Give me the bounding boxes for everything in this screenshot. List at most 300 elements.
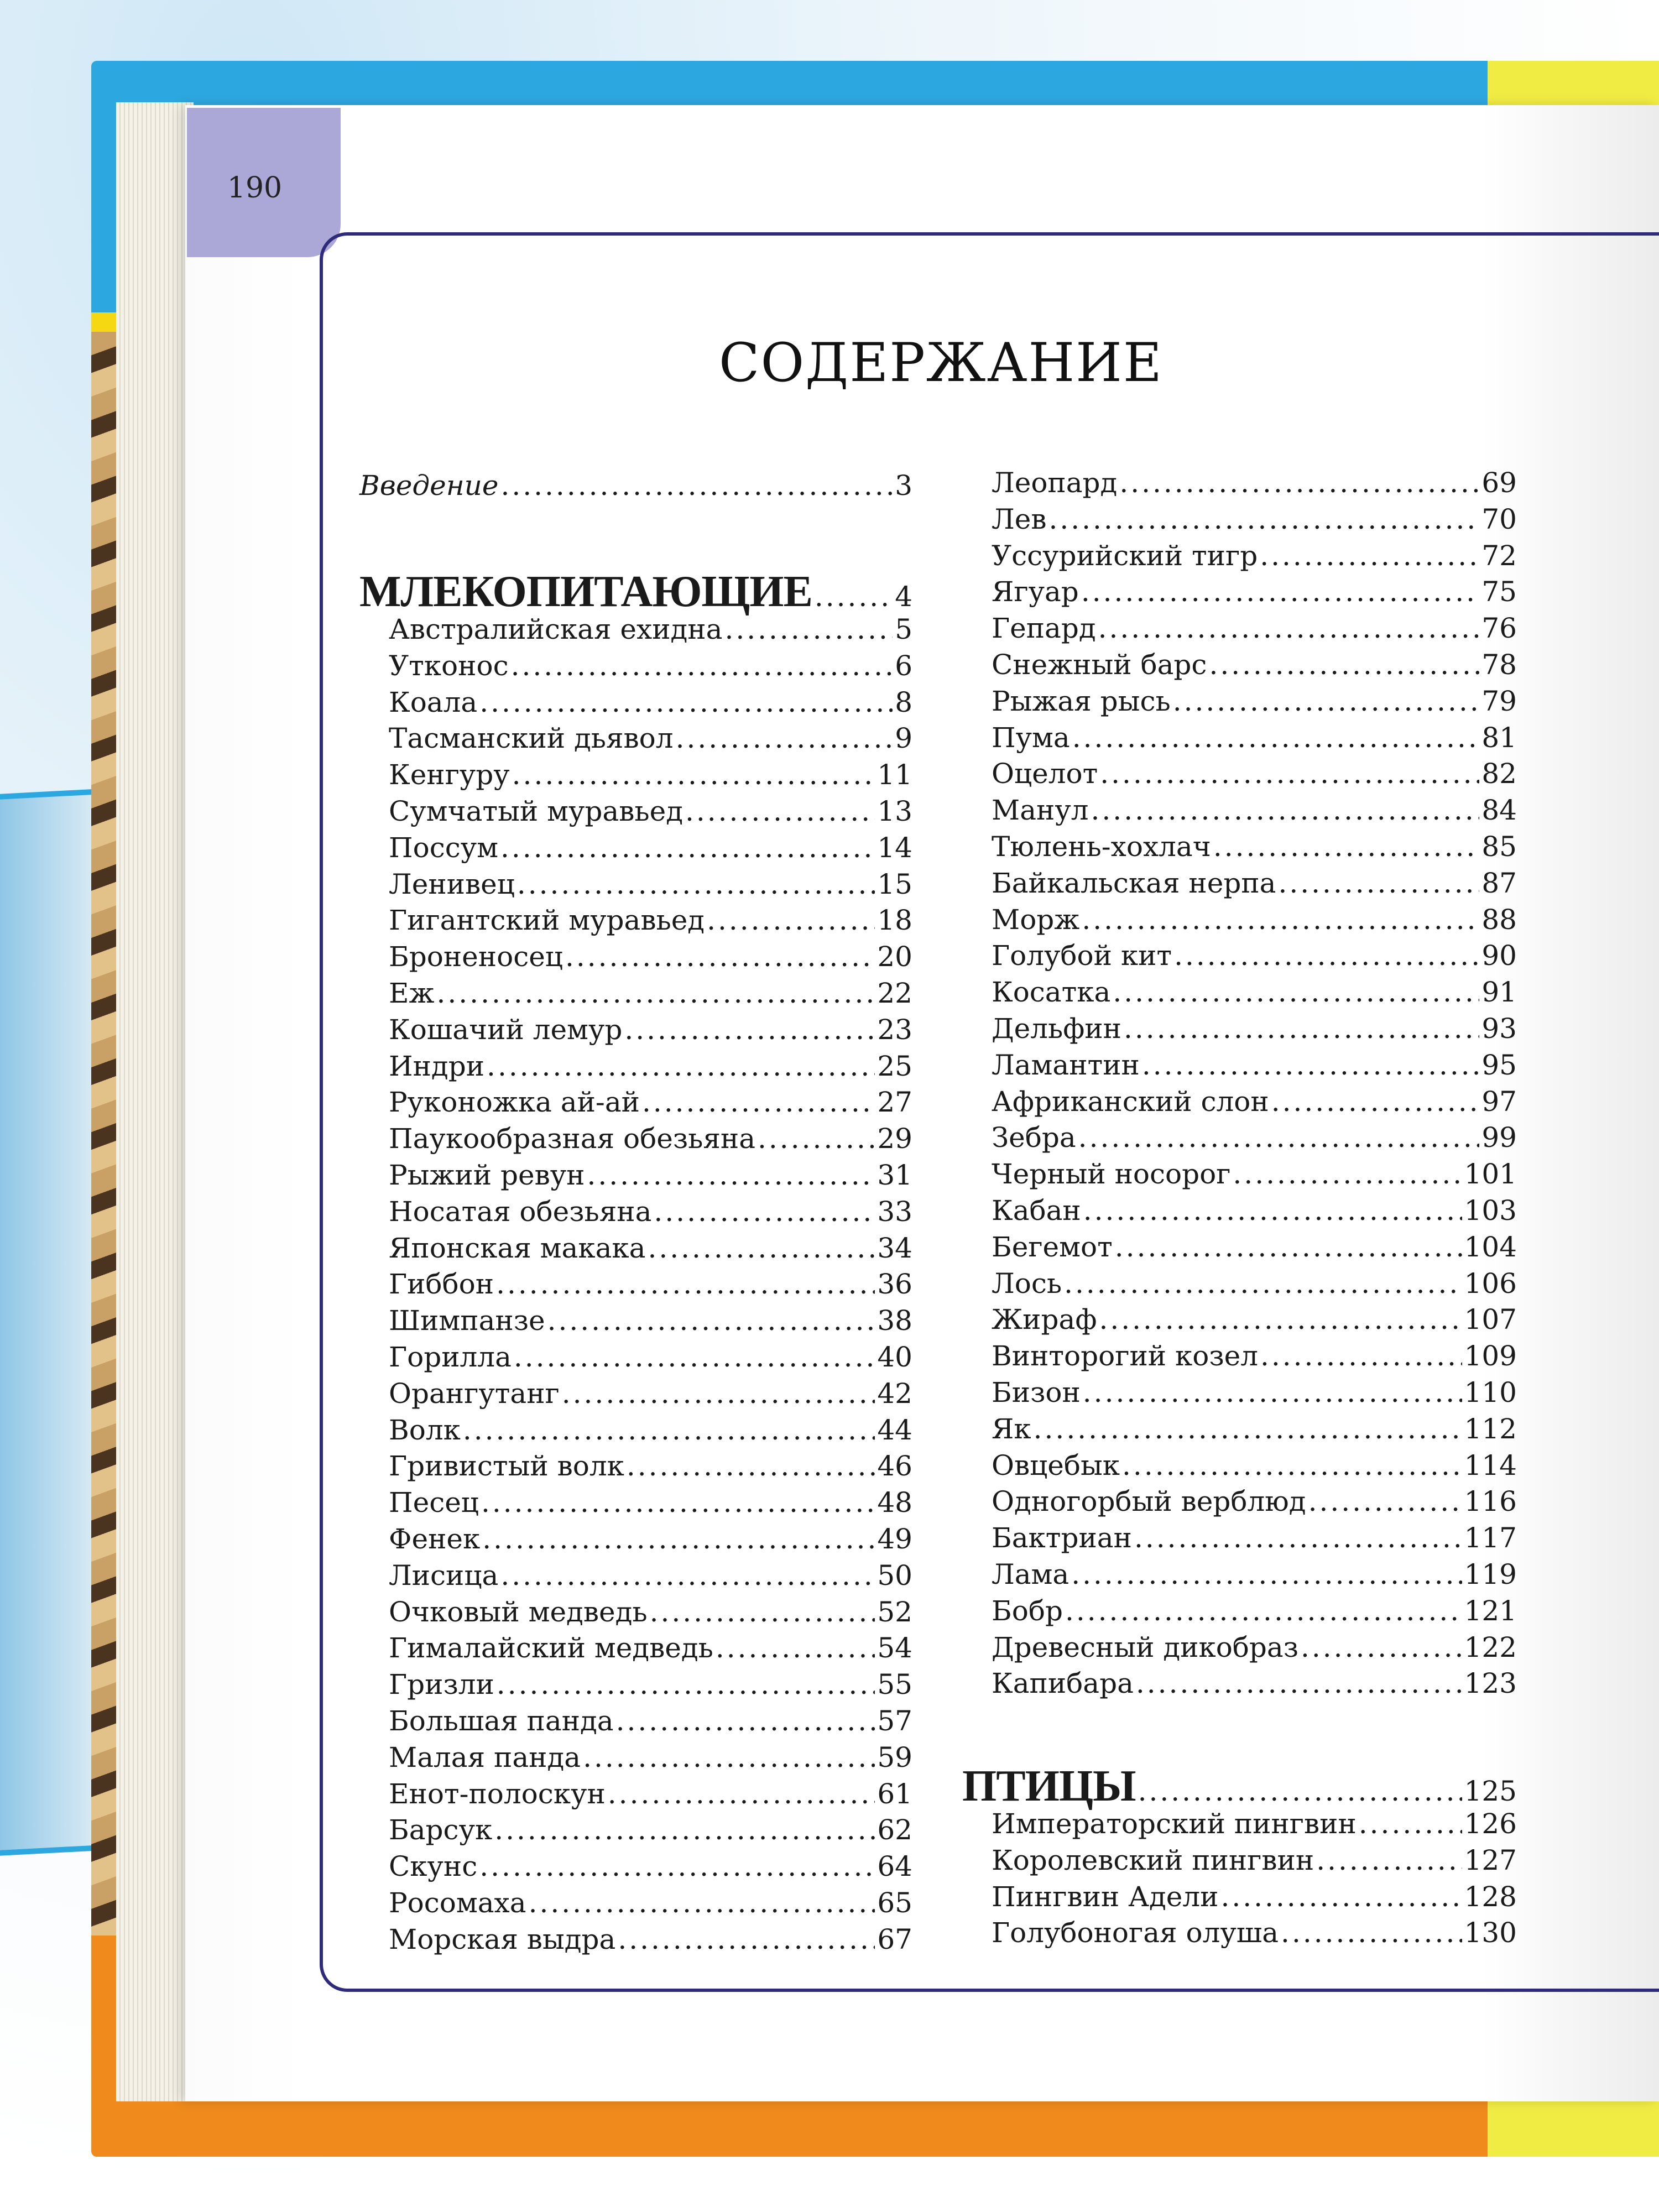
entry-title: Гималайский медведь [389,1632,713,1665]
leader-dots [1048,501,1479,538]
toc-entry [389,1594,912,1630]
toc-entry [992,1047,1517,1083]
entry-page-number: 130 [1464,1917,1517,1949]
entry-page-number: 48 [877,1486,912,1519]
leader-dots [1099,1301,1462,1338]
leader-dots [511,648,893,684]
leader-dots [642,1084,875,1120]
toc-entry [389,830,912,866]
entry-page-number: 3 [895,469,912,502]
entry-title: Енот-полоскун [389,1777,606,1810]
leader-dots [500,1557,875,1594]
toc-entry [389,793,912,830]
leader-dots [685,793,875,830]
entry-title: Гиббон [389,1268,494,1301]
toc-entry [992,1806,1517,1842]
leader-dots [562,1375,875,1412]
toc-entry [389,975,912,1011]
leader-dots [618,1921,875,1958]
toc-entry [389,1266,912,1302]
entry-title: Бобр [992,1594,1063,1627]
entry-title: Африканский слон [992,1085,1269,1118]
toc-entry [992,974,1517,1010]
entry-title: Гривистый волк [389,1450,624,1483]
toc-entry [992,1447,1517,1484]
toc-entry [992,1914,1517,1951]
entry-title: Руконожка ай-ай [389,1086,640,1119]
entry-title: Пингвин Адели [992,1880,1219,1913]
toc-entry [389,1739,912,1776]
entry-title: Королевский пингвин [992,1844,1314,1876]
entry-title: Лось [992,1267,1062,1300]
leader-dots [514,1339,875,1375]
entry-title: Кенгуру [389,759,510,791]
entry-page-number: 97 [1481,1085,1517,1118]
toc-entry [992,937,1517,974]
leader-dots [1359,1806,1462,1842]
entry-title: Императорский пингвин [992,1808,1357,1840]
entry-title: Снежный барс [992,649,1207,681]
toc-entry [992,465,1517,501]
leader-dots [463,1412,875,1448]
entry-page-number: 42 [877,1377,912,1410]
entry-title: Носатая обезьяна [389,1195,652,1228]
entry-title: Сумчатый муравьед [389,795,683,827]
entry-title: Австралийская ехидна [389,613,723,645]
entry-page-number: 91 [1481,976,1517,1009]
leader-dots [650,1594,875,1630]
leader-dots [479,684,893,721]
leader-dots [1083,1192,1462,1229]
entry-page-number: 78 [1481,649,1517,681]
leader-dots [616,1703,875,1739]
entry-page-number: 84 [1481,794,1517,827]
entry-title: Скунс [389,1850,478,1883]
toc-entry [389,866,912,902]
entry-page-number: 5 [895,613,912,645]
entry-title: Рыжая рысь [992,685,1171,717]
toc-entry [389,1776,912,1812]
leader-dots [716,1630,875,1666]
entry-title: Волк [389,1413,461,1446]
entry-page-number: 109 [1464,1340,1517,1373]
toc-entry [992,1229,1517,1265]
entry-page-number: 112 [1464,1412,1517,1445]
entry-page-number: 127 [1464,1844,1517,1876]
leader-dots [1082,901,1479,938]
entry-page-number: 46 [877,1450,912,1483]
leader-dots [1072,719,1480,756]
entry-page-number: 40 [877,1341,912,1373]
entry-page-number: 4 [895,581,912,613]
entry-title: Манул [992,794,1089,827]
entry-title: Фенек [389,1523,481,1555]
entry-page-number: 22 [877,977,912,1009]
entry-title: Морская выдра [389,1923,616,1955]
leader-dots [1136,1665,1462,1702]
toc-entry [992,1156,1517,1192]
toc-entry [389,1885,912,1921]
entry-title: Броненосец [389,941,563,973]
entry-page-number: 88 [1481,903,1517,936]
entry-page-number: 95 [1481,1048,1517,1081]
entry-page-number: 6 [895,649,912,682]
toc-entry [389,1703,912,1739]
leader-dots [1233,1156,1462,1192]
entry-page-number: 106 [1464,1267,1517,1300]
toc-entry [992,1520,1517,1556]
leader-dots [487,1048,875,1084]
entry-title: Голубоногая олуша [992,1917,1279,1949]
entry-page-number: 110 [1464,1376,1517,1408]
toc-entry [389,1302,912,1339]
entry-page-number: 128 [1464,1880,1517,1913]
leader-dots [497,1666,875,1703]
toc-entry [992,1192,1517,1229]
entry-title: Введение [359,469,499,502]
entry-title: Рыжий ревун [389,1159,585,1191]
leader-dots [1271,1083,1480,1120]
entry-page-number: 65 [877,1887,912,1919]
entry-title: Барсук [389,1814,493,1846]
entry-page-number: 9 [895,722,912,755]
toc-entry [992,1629,1517,1666]
leader-dots [587,1157,875,1193]
leader-dots [496,1266,875,1302]
leader-dots [512,757,875,793]
leader-dots [517,866,875,902]
entry-title: Очковый медведь [389,1595,648,1628]
leader-dots [1213,828,1480,865]
leader-dots [500,830,875,866]
toc-entry [389,648,912,684]
leader-dots [583,1739,875,1776]
entry-page-number: 69 [1481,467,1517,499]
entry-page-number: 119 [1464,1558,1517,1590]
leader-dots [724,611,893,648]
toc-entry [389,1339,912,1375]
entry-title: Еж [389,977,435,1009]
entry-page-number: 122 [1464,1631,1517,1663]
entry-title: Морж [992,903,1080,936]
entry-page-number: 11 [877,759,912,791]
entry-title: Гризли [389,1668,494,1701]
entry-page-number: 44 [877,1413,912,1446]
toc-entry [389,1120,912,1157]
entry-page-number: 82 [1481,758,1517,790]
entry-page-number: 25 [877,1050,912,1082]
entry-title: Уссурийский тигр [992,539,1258,572]
leader-dots [1115,1229,1462,1265]
entry-title: Лев [992,503,1047,535]
entry-title: Голубой кит [992,940,1172,972]
entry-title: Утконос [389,649,509,682]
entry-title: Капибара [992,1667,1134,1700]
entry-title: Як [992,1412,1031,1445]
toc-entry [992,683,1517,719]
entry-page-number: 79 [1481,685,1517,717]
entry-title: Коала [389,686,478,718]
toc-entry [992,1593,1517,1629]
entry-title: Большая панда [389,1705,614,1737]
toc-entry [992,828,1517,865]
leader-dots [1081,573,1480,610]
toc-entry [992,1556,1517,1593]
leader-dots [676,720,893,757]
entry-page-number: 103 [1464,1194,1517,1227]
leader-dots [1220,1879,1462,1915]
entry-title: Японская макака [389,1232,646,1264]
toc-entry [389,1484,912,1521]
entry-title: Кабан [992,1194,1081,1227]
toc-entry [359,467,912,504]
entry-title: Гепард [992,612,1096,645]
toc-entry [992,1083,1517,1120]
leader-dots [1301,1629,1462,1666]
leader-dots [1260,538,1479,574]
toc-entry [992,1665,1517,1702]
toc-entry [992,538,1517,574]
entry-page-number: 14 [877,831,912,864]
entry-page-number: 23 [877,1013,912,1046]
leader-dots [758,1120,875,1157]
leader-dots [1308,1483,1462,1520]
leader-dots [1316,1842,1462,1879]
leader-dots [608,1776,875,1812]
entry-page-number: 38 [877,1305,912,1337]
page-number: 190 [227,171,283,205]
toc-entry [389,1921,912,1958]
leader-dots [1071,1556,1462,1593]
entry-page-number: 36 [877,1268,912,1301]
entry-title: Ленивец [389,868,515,900]
entry-page-number: 121 [1464,1594,1517,1627]
toc-entry [992,1483,1517,1520]
toc-entry [389,1521,912,1557]
entry-title: Лисица [389,1559,499,1592]
entry-page-number: 15 [877,868,912,900]
entry-title: Орангутанг [389,1377,560,1410]
entry-title: Гигантский муравьед [389,904,705,937]
leader-dots [1119,465,1479,501]
entry-page-number: 93 [1481,1013,1517,1045]
entry-page-number: 114 [1464,1449,1517,1481]
toc-entry [992,755,1517,792]
entry-title: Леопард [992,467,1118,499]
entry-page-number: 99 [1481,1121,1517,1154]
toc-entry [992,1411,1517,1447]
leader-dots [1091,792,1480,828]
entry-page-number: 57 [877,1705,912,1737]
toc-entry [992,719,1517,756]
entry-page-number: 90 [1481,940,1517,972]
entry-page-number: 20 [877,941,912,973]
entry-title: Пума [992,721,1070,754]
page-title: СОДЕРЖАНИЕ [719,332,1163,394]
entry-page-number: 72 [1481,539,1517,572]
entry-title: Бегемот [992,1230,1113,1263]
entry-page-number: 123 [1464,1667,1517,1700]
entry-page-number: 18 [877,904,912,937]
leader-dots [1209,646,1479,683]
toc-entry [389,757,912,793]
entry-page-number: 70 [1481,503,1517,535]
entry-page-number: 33 [877,1195,912,1228]
leader-dots [1134,1520,1462,1556]
leader-dots [1281,1914,1462,1951]
toc-entry [389,1230,912,1266]
entry-title: Паукообразная обезьяна [389,1123,756,1155]
entry-title: Винторогий козел [992,1340,1258,1373]
toc-entry [389,720,912,757]
leader-dots [437,975,875,1011]
leader-dots [529,1885,875,1921]
entry-page-number: 34 [877,1232,912,1264]
toc-entry [992,1338,1517,1374]
entry-page-number: 85 [1481,831,1517,863]
leader-dots [1113,974,1479,1010]
entry-page-number: 126 [1464,1808,1517,1840]
leader-dots [1064,1265,1462,1302]
toc-entry [992,1879,1517,1915]
toc-entry [389,1848,912,1885]
entry-title: Косатка [992,976,1111,1009]
toc-entry [992,610,1517,646]
leader-dots [1122,1447,1462,1484]
leader-dots [500,467,893,504]
leader-dots [627,1448,875,1484]
leader-dots [1083,1374,1462,1411]
entry-title: Бактриан [992,1522,1132,1554]
entry-page-number: 13 [877,795,912,827]
entry-page-number: 81 [1481,721,1517,754]
toc-entry [389,1084,912,1120]
entry-page-number: 62 [877,1814,912,1846]
entry-title: МЛЕКОПИТАЮЩИЕ [359,567,812,616]
entry-page-number: 64 [877,1850,912,1883]
toc-entry [389,1666,912,1703]
leader-dots [1173,683,1480,719]
leader-dots [479,1848,875,1885]
leader-dots [707,902,875,938]
entry-page-number: 125 [1464,1775,1517,1807]
toc-entry [389,902,912,938]
entry-page-number: 61 [877,1777,912,1810]
leader-dots [1260,1338,1462,1374]
page-edges [116,102,194,2101]
entry-title: Зебра [992,1121,1076,1154]
leader-dots [1174,937,1479,974]
entry-title: Тюлень-хохлач [992,831,1211,863]
entry-title: Кошачий лемур [389,1013,623,1046]
toc-entry [992,573,1517,610]
entry-page-number: 31 [877,1159,912,1191]
entry-title: Лама [992,1558,1070,1590]
leader-dots [624,1011,875,1048]
toc-entry [992,501,1517,538]
toc-entry [389,1412,912,1448]
entry-title: Бизон [992,1376,1081,1408]
toc-entry [389,1630,912,1666]
entry-page-number: 8 [895,686,912,718]
entry-page-number: 49 [877,1523,912,1555]
entry-page-number: 75 [1481,576,1517,608]
toc-entry [389,1011,912,1048]
leader-dots [1065,1593,1462,1629]
leader-dots [1142,1047,1480,1083]
leader-dots [547,1302,875,1339]
entry-page-number: 87 [1481,867,1517,899]
entry-page-number: 107 [1464,1303,1517,1336]
leader-dots [494,1812,875,1848]
entry-page-number: 101 [1464,1158,1517,1191]
toc-entry [389,1048,912,1084]
entry-title: Овцебык [992,1449,1120,1481]
toc-entry [992,646,1517,683]
entry-page-number: 54 [877,1632,912,1665]
toc-entry [389,611,912,648]
toc-entry [992,1842,1517,1879]
toc-entry [992,792,1517,828]
entry-title: Дельфин [992,1013,1122,1045]
entry-title: ПТИЦЫ [962,1762,1136,1811]
entry-title: Малая панда [389,1741,581,1773]
leader-dots [1100,755,1479,792]
entry-title: Оцелот [992,758,1098,790]
toc-entry [389,1557,912,1594]
entry-title: Шимпанзе [389,1305,545,1337]
entry-page-number: 104 [1464,1230,1517,1263]
entry-page-number: 29 [877,1123,912,1155]
entry-page-number: 116 [1464,1485,1517,1518]
leader-dots [654,1193,875,1230]
leader-dots [1098,610,1480,646]
leader-dots [1078,1119,1480,1156]
leader-dots [648,1230,875,1266]
toc-entry [389,1448,912,1484]
toc-entry [992,1374,1517,1411]
entry-page-number: 117 [1464,1522,1517,1554]
entry-page-number: 52 [877,1595,912,1628]
entry-title: Тасманский дьявол [389,722,674,755]
entry-title: Ягуар [992,576,1079,608]
toc-entry [992,1301,1517,1338]
entry-page-number: 27 [877,1086,912,1119]
entry-page-number: 50 [877,1559,912,1592]
entry-title: Песец [389,1486,479,1519]
toc-entry [389,1812,912,1848]
toc-entry [992,865,1517,901]
entry-title: Поссум [389,831,499,864]
entry-title: Росомаха [389,1887,526,1919]
toc-entry [992,1119,1517,1156]
entry-page-number: 76 [1481,612,1517,645]
leader-dots [1034,1411,1462,1447]
leader-dots [481,1484,875,1521]
toc-entry [389,684,912,721]
entry-title: Жираф [992,1303,1097,1336]
toc-entry [389,1157,912,1193]
entry-page-number: 67 [877,1923,912,1955]
toc-entry [389,1193,912,1230]
toc-entry [389,938,912,975]
leader-dots [565,938,875,975]
entry-title: Горилла [389,1341,512,1373]
leader-dots [482,1521,875,1557]
toc-entry [992,901,1517,938]
entry-title: Древесный дикобраз [992,1631,1298,1663]
leader-dots [1124,1010,1479,1047]
